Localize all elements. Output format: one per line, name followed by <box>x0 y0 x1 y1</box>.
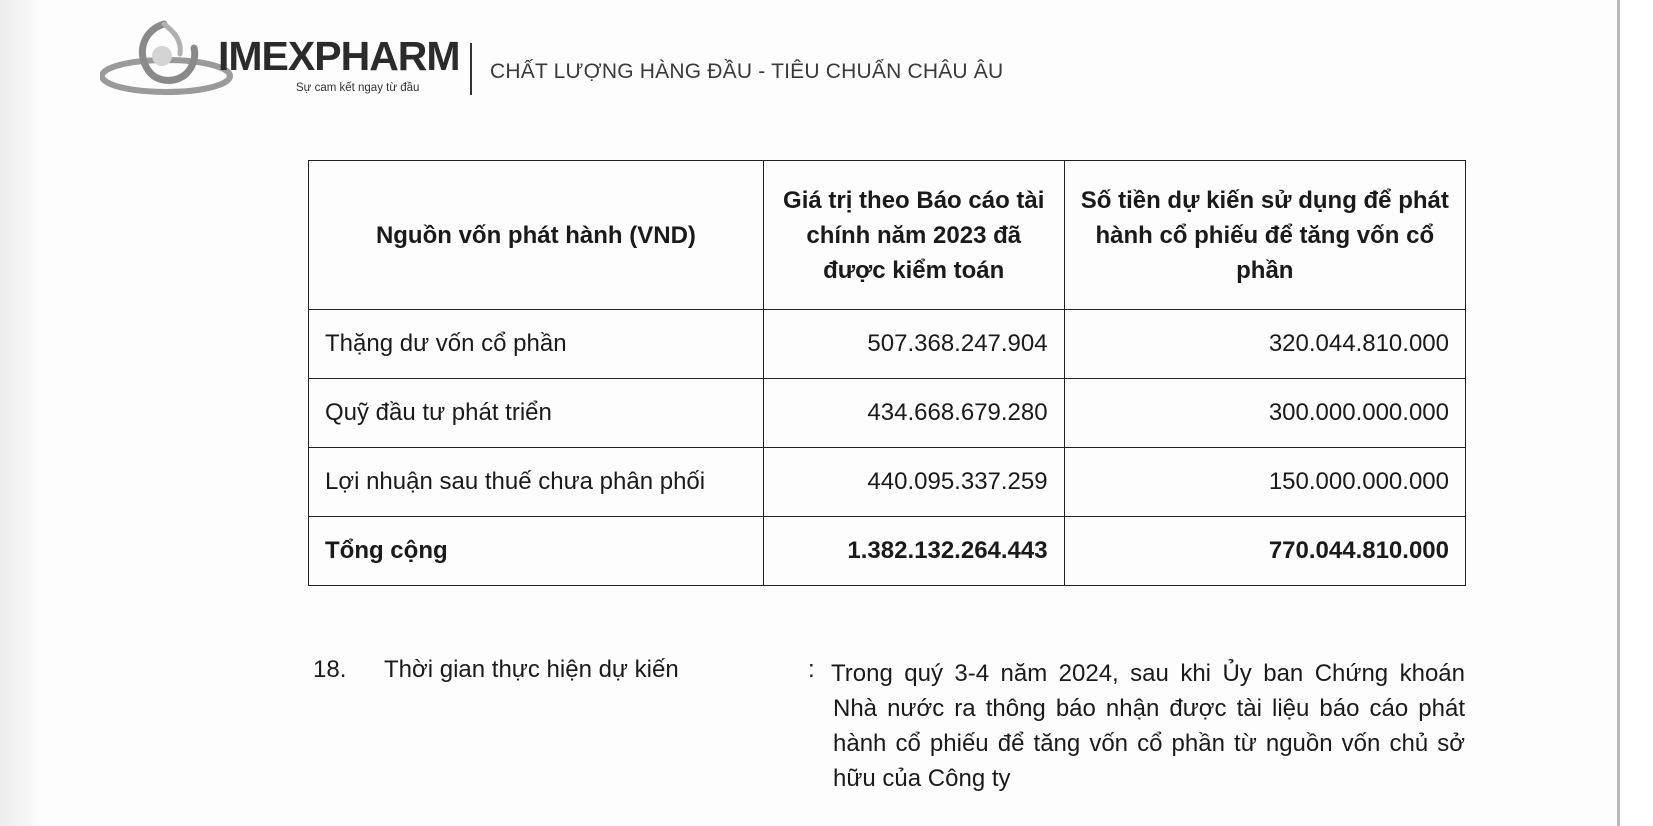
item-label: Thời gian thực hiện dự kiến <box>384 656 679 683</box>
header-divider <box>470 43 472 95</box>
table-row <box>309 448 1466 517</box>
row-planned-amount: 300.000.000.000 <box>1064 379 1465 448</box>
header-slogan: CHẤT LƯỢNG HÀNG ĐẦU - TIÊU CHUẨN CHÂU ÂU <box>490 60 1004 83</box>
item-colon: : <box>808 656 815 683</box>
page-left-shadow <box>0 0 40 826</box>
item-value: Trong quý 3-4 năm 2024, sau khi Ủy ban Chứng khoán Nhà nước ra thông báo nhận được tài liệu báo cáo phát hành cổ phiếu để tăng vốn cổ phần từ nguồn vốn chủ sở hữu của Công ty <box>831 660 1465 792</box>
row-audited-value: 440.095.337.259 <box>763 448 1064 517</box>
item-number: 18. <box>313 656 347 683</box>
capital-source-table <box>308 160 1466 586</box>
total-audited-value: 1.382.132.264.443 <box>763 517 1064 586</box>
company-logo <box>100 18 460 100</box>
table-row <box>309 310 1466 379</box>
logo-wordmark: IMEXPHARM <box>218 33 460 79</box>
row-audited-value: 507.368.247.904 <box>763 310 1064 379</box>
total-planned-amount: 770.044.810.000 <box>1064 517 1465 586</box>
table-total-row <box>309 517 1466 586</box>
header-source: Nguồn vốn phát hành (VND) <box>309 161 764 310</box>
row-name: Lợi nhuận sau thuế chưa phân phối <box>309 448 764 517</box>
table-row <box>309 379 1466 448</box>
row-name: Quỹ đầu tư phát triển <box>309 379 764 448</box>
page-margin-right <box>1620 0 1653 826</box>
row-planned-amount: 320.044.810.000 <box>1064 310 1465 379</box>
header-planned-amount: Số tiền dự kiến sử dụng để phát hành cổ phiếu để tăng vốn cổ phần <box>1064 161 1465 310</box>
logo-tagline: Sự cam kết ngay từ đầu <box>296 82 420 94</box>
row-name: Thặng dư vốn cổ phần <box>309 310 764 379</box>
capital-source-table-wrapper <box>308 160 1466 586</box>
row-planned-amount: 150.000.000.000 <box>1064 448 1465 517</box>
header-audited-value: Giá trị theo Báo cáo tài chính năm 2023 đã được kiểm toán <box>763 161 1064 310</box>
row-audited-value: 434.668.679.280 <box>763 379 1064 448</box>
total-label: Tổng cộng <box>309 517 764 586</box>
table-header-row <box>309 161 1466 310</box>
